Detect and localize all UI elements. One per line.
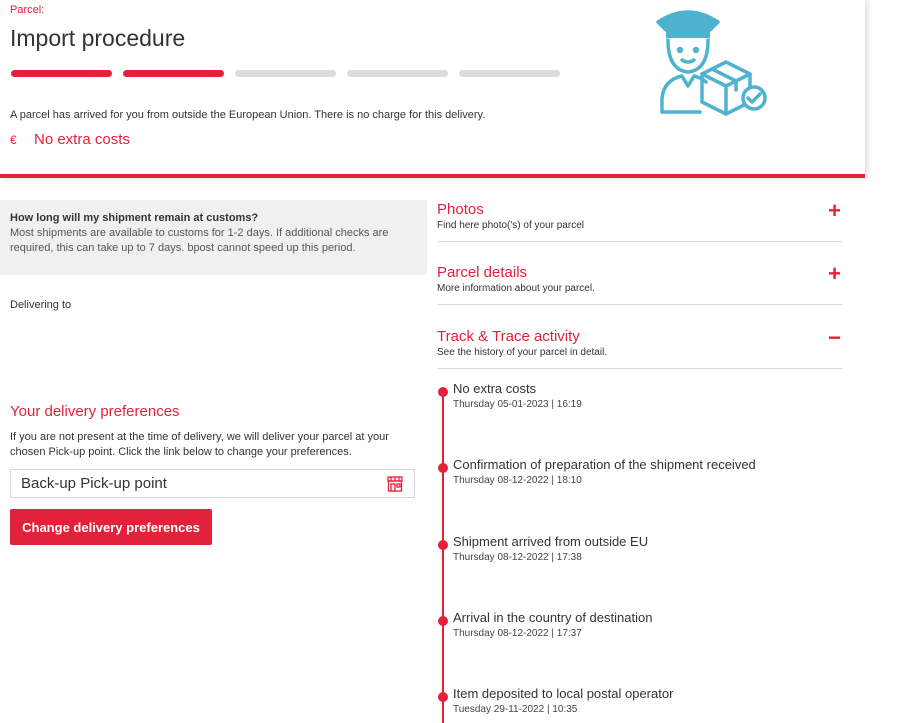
accordion-subtitle: See the history of your parcel in detail. — [437, 347, 608, 358]
change-delivery-preferences-button[interactable]: Change delivery preferences — [10, 509, 212, 545]
expand-plus-icon[interactable]: + — [828, 198, 841, 223]
progress-step — [459, 70, 560, 77]
timeline-event — [438, 686, 838, 715]
timeline-dot — [438, 463, 448, 473]
cost-line — [10, 131, 130, 148]
timeline-dot — [438, 540, 448, 550]
progress-step — [235, 70, 336, 77]
expand-plus-icon[interactable]: + — [828, 261, 841, 286]
preferences-text: If you are not present at the time of delivery, we will deliver your parcel at your chosen Pick-up point. Click the link below to change your preferences. — [10, 431, 389, 458]
parcel-label: Parcel: — [10, 4, 45, 16]
pickup-point-label: Back-up Pick-up point — [21, 475, 167, 492]
customs-officer-parcel-icon — [652, 2, 772, 117]
timeline-dot — [438, 387, 448, 397]
euro-icon: € — [10, 132, 17, 147]
accordion-subtitle: More information about your parcel. — [437, 283, 595, 294]
accordion-title: Parcel details — [437, 264, 528, 281]
cost-text: No extra costs — [34, 131, 130, 148]
event-title: Shipment arrived from outside EU — [453, 534, 649, 549]
customs-answer: Most shipments are available to customs for 1-2 days. If additional checks are required, this can take up to 7 days. bpost cannot speed up this period. — [10, 227, 389, 254]
timeline-dot — [438, 616, 448, 626]
event-date: Thursday 08-12-2022 | 17:37 — [453, 628, 582, 639]
event-date: Tuesday 29-11-2022 | 10:35 — [453, 704, 578, 715]
progress-step — [123, 70, 224, 77]
event-title: Arrival in the country of destination — [453, 610, 653, 625]
timeline-dot — [438, 692, 448, 702]
accordion-subtitle: Find here photo('s) of your parcel — [437, 220, 584, 231]
timeline-event — [438, 610, 838, 639]
customs-info-panel — [0, 200, 427, 275]
event-title: Confirmation of preparation of the shipment received — [453, 457, 756, 472]
timeline-event — [438, 457, 838, 486]
info-text: A parcel has arrived for you from outside the European Union. There is no charge for this delivery. — [10, 109, 486, 121]
event-title: No extra costs — [453, 381, 537, 396]
progress-step — [347, 70, 448, 77]
event-date: Thursday 08-12-2022 | 17:38 — [453, 552, 582, 563]
header-card — [0, 0, 865, 178]
accordion-title: Photos — [437, 201, 484, 218]
accordion-title: Track & Trace activity — [437, 328, 580, 345]
accordion-track-trace[interactable] — [437, 325, 843, 369]
preferences-title: Your delivery preferences — [10, 403, 180, 420]
pickup-point-field[interactable] — [10, 469, 415, 498]
accordion-parcel-details[interactable] — [437, 261, 843, 305]
delivering-to-label: Delivering to — [10, 299, 72, 311]
event-date: Thursday 08-12-2022 | 18:10 — [453, 475, 582, 486]
accordion-photos[interactable] — [437, 198, 843, 242]
progress-step — [11, 70, 112, 77]
timeline-event — [438, 534, 838, 563]
event-title: Item deposited to local postal operator — [453, 686, 674, 701]
timeline-event — [438, 381, 838, 410]
store-icon — [386, 475, 404, 493]
event-date: Thursday 05-01-2023 | 16:19 — [453, 399, 582, 410]
collapse-minus-icon[interactable]: − — [828, 325, 841, 350]
customs-question: How long will my shipment remain at customs? — [10, 212, 259, 224]
progress-bar — [11, 70, 560, 77]
page-title: Import procedure — [10, 25, 186, 51]
